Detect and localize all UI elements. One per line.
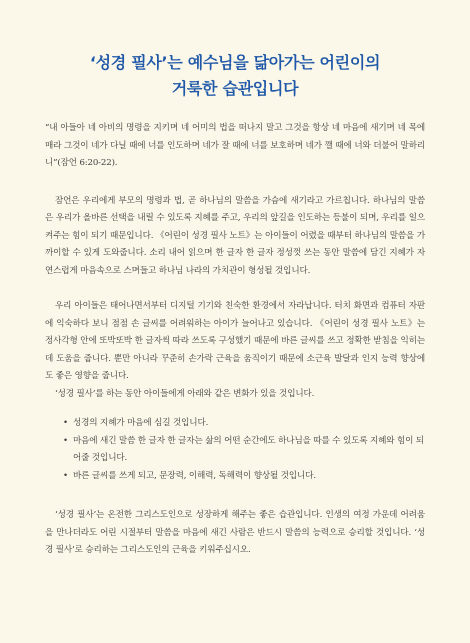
page-title — [45, 50, 425, 102]
changes-list — [45, 415, 425, 485]
list-item-text: 바른 글씨를 쓰게 되고, 문장력, 이해력, 독해력이 향상될 것입니다. — [73, 470, 316, 481]
page-title-line-1: ‘성경 필사’는 예수님을 닮아가는 어린이의 — [89, 53, 381, 72]
list-item — [63, 415, 425, 433]
page-title-line-2: 거룩한 습관입니다 — [171, 79, 299, 98]
paragraph-digital: 우리 아이들은 태어나면서부터 디지털 기기와 친숙한 환경에서 자라납니다. 터치 화면과 컴퓨터 자판에 익숙하다 보니 점점 손 글씨를 어려워하는 아이가 늘어나고 있습니다. 《어린이 성경 필사 노트》는 정사각형 안에 또박또박 한 글자씩 따라 쓰도록 구성했기 때문에 바른 글씨를 쓰고 정확한 받침을 익히는 데 도움을 줍니다. 뿐만 아니라 꾸준히 손가락 근육을 움직이기 때문에 소근육 발달과 인지 능력 향상에도 좋은 영향을 줍니다. — [45, 301, 425, 381]
bullet-icon: • — [63, 418, 68, 428]
list-item-text: 성경의 지혜가 마음에 심길 것입니다. — [73, 418, 209, 428]
scripture-quote: “내 아들아 네 아비의 명령을 지키며 네 어미의 법을 떠나지 말고 그것을 항상 네 마음에 새기며 네 목에 매라 그것이 네가 다닐 때에 너를 인도하며 네가 잘 때에 너를 보호하며 네가 깰 때에 너와 더불어 말하리니”(잠언 6:20-22). — [45, 123, 425, 168]
list-item — [63, 433, 425, 468]
list-item — [63, 468, 425, 486]
paragraph-closing: ‘성경 필사’는 온전한 그리스도인으로 성장하게 해주는 좋은 습관입니다. 인생의 여정 가운데 어려움을 만나더라도 어린 시절부터 말씀을 마음에 새긴 사람은 반드시 말씀의 능력으로 승리할 것입니다. ‘성경 필사’로 승리하는 그리스도인의 근육을 키워주십시오. — [45, 510, 425, 555]
changes-lead: ‘성경 필사’를 하는 동안 아이들에게 아래와 같은 변화가 있을 것입니다. — [55, 388, 315, 399]
paragraph-proverbs: 잠언은 우리에게 부모의 명령과 법, 곧 하나님의 말씀을 가슴에 새기라고 가르칩니다. 하나님의 말씀은 우리가 올바른 선택을 내릴 수 있도록 지혜를 주고, 우리의 앞길을 인도하는 등불이 되며, 우리를 일으켜주는 힘이 되기 때문입니다. 《어린이 성경 필사 노트》는 아이들이 어렸을 때부터 하나님의 말씀을 가까이할 수 있게 도와줍니다. 소리 내어 읽으며 한 글자 한 글자 정성껏 쓰는 동안 말씀에 담긴 지혜가 자연스럽게 마음속으로 스며들고 하나님 나라의 가치관이 형성될 것입니다. — [45, 195, 425, 276]
list-item-text: 마음에 새긴 말씀 한 글자 한 글자는 삶의 어떤 순간에도 하나님을 따를 수 있도록 지혜와 힘이 되어줄 것입니다. — [73, 435, 425, 463]
bullet-icon: • — [63, 470, 68, 481]
bullet-icon: • — [63, 435, 68, 446]
